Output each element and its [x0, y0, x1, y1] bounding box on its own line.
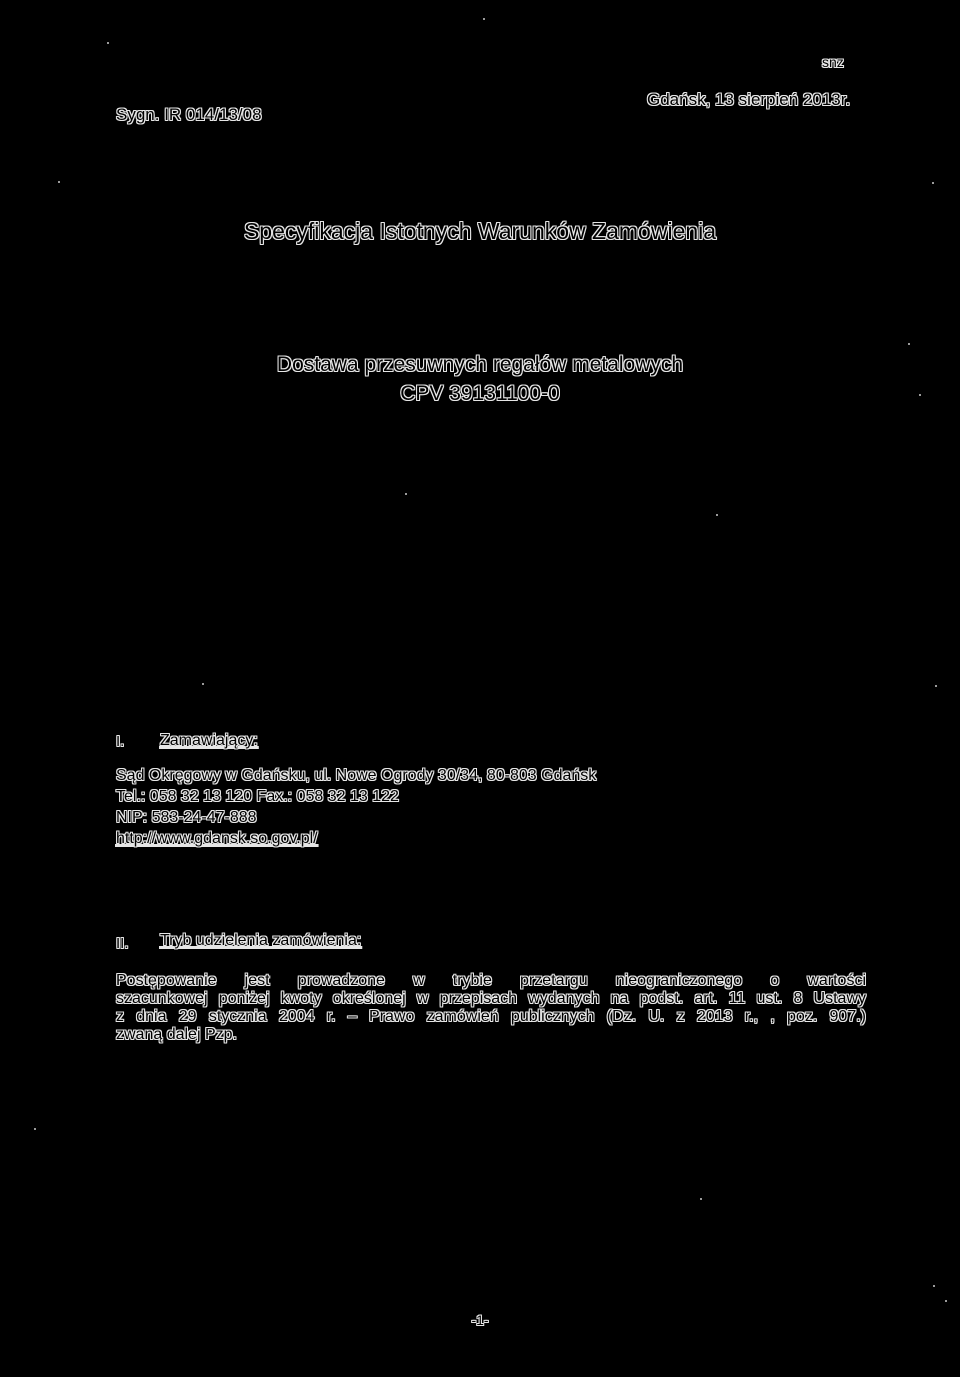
section-1-heading: Zamawiający:: [160, 732, 258, 749]
place-and-date: Gdańsk, 13 sierpień 2013r.: [647, 90, 851, 109]
paragraph-line: szacunkowej poniżej kwoty określonej w przepisach wydanych na podst. art. 11 ust. 8 Ustawy: [116, 990, 866, 1007]
procedure-paragraph: [116, 972, 866, 1044]
scan-speck: [483, 18, 485, 20]
scan-speck: [932, 182, 934, 184]
scan-speck: [58, 181, 60, 183]
scan-speck: [919, 394, 921, 396]
scan-speck: [945, 1300, 947, 1302]
scan-speck: [202, 683, 204, 685]
document-title: Specyfikacja Istotnych Warunków Zamówienia: [243, 218, 717, 244]
authority-website-link[interactable]: http://www.gdansk.so.gov.pl/: [116, 830, 318, 847]
section-2-heading: Tryb udzielenia zamówienia:: [160, 932, 362, 949]
scan-speck: [107, 42, 109, 44]
authority-phone-fax: Tel.: 058 32 13 120 Fax.: 058 32 13 122: [116, 788, 399, 805]
scan-speck: [34, 1128, 36, 1130]
section-2-number: II.: [116, 935, 129, 952]
scan-speck: [935, 685, 937, 687]
scan-speck: [405, 493, 407, 495]
page-number: -1-: [471, 1312, 489, 1328]
authority-nip: NIP: 583-24-47-888: [116, 809, 257, 826]
contracting-authority-details: [116, 765, 596, 849]
author-initials: snz: [822, 54, 844, 70]
scan-speck: [908, 343, 910, 345]
subject-line-1: Dostawa przesuwnych regałów metalowych: [276, 353, 684, 376]
paragraph-line: z dnia 29 stycznia 2004 r. – Prawo zamówień publicznych (Dz. U. z 2013 r., , poz. 907.): [116, 1008, 866, 1025]
paragraph-line: zwaną dalej Pzp.: [116, 1026, 237, 1043]
order-subject: [0, 350, 960, 408]
scan-speck: [700, 1198, 702, 1200]
scan-speck: [716, 514, 718, 516]
scan-speck: [933, 1285, 935, 1287]
subject-cpv-code: CPV 39131100-0: [400, 382, 560, 405]
paragraph-line: Postępowanie jest prowadzone w trybie przetargu nieograniczonego o wartości: [116, 972, 866, 989]
section-1-number: I.: [116, 733, 125, 750]
reference-number: Sygn. IR 014/13/08: [116, 105, 262, 124]
authority-address: Sąd Okręgowy w Gdańsku, ul. Nowe Ogrody 30/34, 80-803 Gdańsk: [116, 767, 597, 784]
